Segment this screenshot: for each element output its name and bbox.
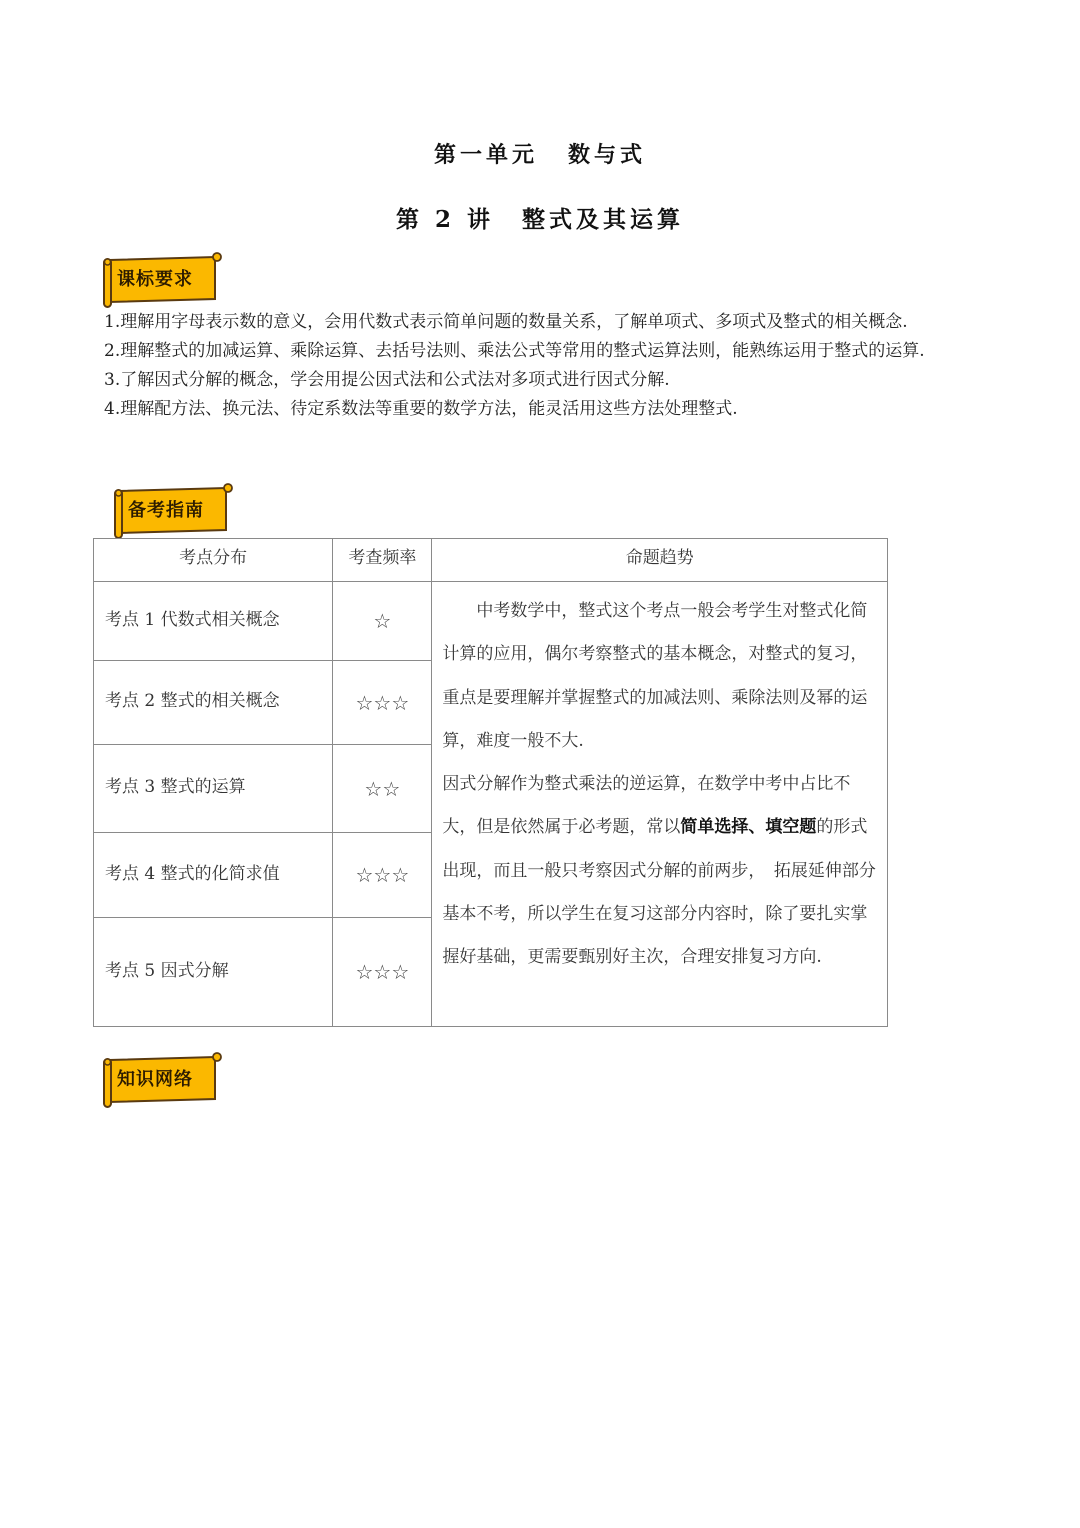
table-header-row (94, 539, 888, 582)
topic-cell (94, 582, 333, 661)
header-frequency: 考查频率 (333, 539, 432, 582)
requirement-item: 2.理解整式的加减运算、乘除运算、去括号法则、乘法公式等常用的整式运算法则，能熟练运用于整式的运算. (104, 341, 925, 361)
section-banner-knowledge-network (101, 1051, 221, 1107)
unit-title-number: 第一单元 (433, 142, 538, 168)
lecture-title-topic: 整式及其运算 (522, 206, 685, 233)
topic-text: 考点 4 整式的化简求值 (105, 863, 280, 884)
trend-text: 的形式出现，而且一般只考察因式分解的前两步， 拓展延伸部分基本不考，所以学生在复习这部分内容时，除了要扎实掌握好基础，更需要甄别好主次，合理安排复习方向. (442, 817, 876, 968)
lecture-title (0, 201, 1080, 234)
topic-text: 考点 1 代数式相关概念 (105, 609, 280, 630)
topic-cell (94, 745, 333, 833)
requirement-item: 3.了解因式分解的概念，学会用提公因式法和公式法对多项式进行因式分解. (104, 370, 670, 390)
unit-title-topic: 数与式 (568, 142, 647, 168)
trend-cell (432, 582, 888, 1027)
banner-label: 课标要求 (117, 269, 193, 290)
banner-label: 备考指南 (128, 500, 204, 521)
trend-text: 因式分解作为整式乘法的逆运算，在数学中考中占比不大，但是依然属于必考题，常以 (442, 774, 851, 838)
header-topic: 考点分布 (94, 539, 333, 582)
frequency-stars: ☆☆☆ (333, 833, 432, 918)
requirement-item: 1.理解用字母表示数的意义，会用代数式表示简单问题的数量关系，了解单项式、多项式及整式的相关概念. (104, 312, 908, 332)
topic-text: 考点 3 整式的运算 (105, 777, 246, 797)
table-row (94, 582, 888, 661)
trend-emphasis: 简单选择、填空题 (680, 817, 817, 838)
frequency-stars: ☆☆ (333, 745, 432, 833)
topic-cell (94, 661, 333, 745)
section-banner-curriculum (101, 251, 221, 307)
frequency-stars: ☆☆☆ (333, 661, 432, 745)
requirement-item: 4.理解配方法、换元法、待定系数法等重要的数学方法，能灵活用这些方法处理整式. (104, 399, 738, 419)
topic-cell (94, 918, 333, 1027)
banner-label: 知识网络 (117, 1069, 193, 1090)
unit-title (0, 138, 1080, 169)
curriculum-requirements (104, 308, 980, 424)
lecture-title-number: 第 2 讲 (395, 206, 495, 233)
frequency-stars: ☆☆☆ (333, 918, 432, 1027)
frequency-stars: ☆ (333, 582, 432, 661)
trend-paragraph-2 (442, 763, 877, 979)
header-trend: 命题趋势 (432, 539, 888, 582)
topic-text: 考点 5 因式分解 (105, 960, 229, 981)
exam-guide-table (93, 538, 888, 1027)
trend-paragraph-1: 中考数学中，整式这个考点一般会考学生对整式化简计算的应用，偶尔考察整式的基本概念，对整式的复习，重点是要理解并掌握整式的加减法则、乘除法则及幂的运算，难度一般不大. (442, 601, 868, 751)
section-banner-exam-guide (112, 482, 232, 538)
topic-cell (94, 833, 333, 918)
topic-text: 考点 2 整式的相关概念 (105, 691, 280, 711)
